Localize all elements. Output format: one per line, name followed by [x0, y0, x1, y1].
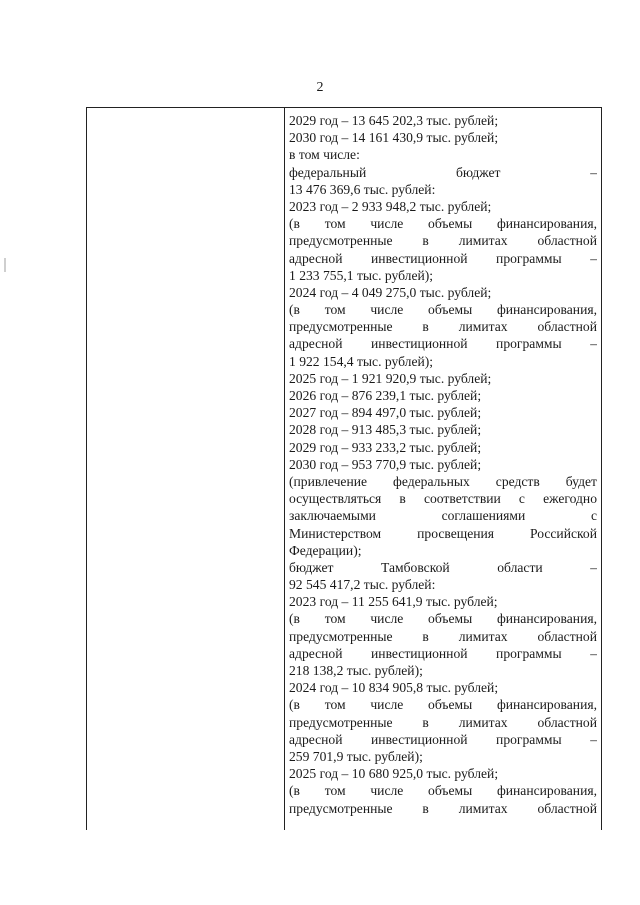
table-text-line: 2029 год – 933 233,2 тыс. рублей; — [289, 439, 482, 455]
table-right-cell — [289, 112, 597, 817]
table-text-line: (в том числе объемы финансирования, — [289, 216, 597, 232]
table-text-line: 2026 год – 876 239,1 тыс. рублей; — [289, 388, 482, 403]
table-column-divider — [284, 108, 285, 830]
table-text-line: адресной инвестиционной программы – — [289, 731, 597, 747]
table-text-line: 2025 год – 10 680 925,0 тыс. рублей; — [289, 766, 499, 782]
table-text-line: предусмотренные в лимитах областной — [289, 233, 597, 249]
page-number: 2 — [316, 80, 324, 95]
table-text-line: 2028 год – 913 485,3 тыс. рублей; — [289, 422, 482, 438]
table-text-line: Министерством просвещения Российской — [289, 525, 597, 541]
table-text-line: адресной инвестиционной программы – — [289, 250, 597, 266]
table-text-line: 92 545 417,2 тыс. рублей: — [289, 577, 436, 593]
table-text-line: 2030 год – 14 161 430,9 тыс. рублей; — [289, 130, 499, 146]
table-text-line: заключаемыми соглашениями с — [289, 508, 597, 524]
table-text-line: 2027 год – 894 497,0 тыс. рублей; — [289, 405, 482, 421]
table-text-line: 218 138,2 тыс. рублей); — [289, 663, 423, 678]
table-text-line: предусмотренные в лимитах областной — [289, 319, 597, 335]
table-text-line: адресной инвестиционной программы – — [289, 336, 597, 352]
table-text-line: Федерации); — [289, 542, 362, 558]
table-left-cell — [87, 108, 284, 830]
table-text-line: предусмотренные в лимитах областной — [289, 714, 597, 730]
table-text-line: осуществляться в соответствии с ежегодно — [289, 491, 597, 507]
table-text-line: (в том числе объемы финансирования, — [289, 697, 597, 713]
table-text-line: федеральный бюджет – — [289, 164, 597, 180]
table-text-line: (в том числе объемы финансирования, — [289, 783, 597, 799]
table-text-line: адресной инвестиционной программы – — [289, 645, 597, 661]
table-text-line: 1 233 755,1 тыс. рублей); — [289, 267, 434, 283]
table-text-line: (привлечение федеральных средств будет — [289, 473, 597, 489]
table-text-line: 2023 год – 2 933 948,2 тыс. рублей; — [289, 198, 492, 214]
table-text-line: 2029 год – 13 645 202,3 тыс. рублей; — [289, 113, 499, 128]
table-text-line: предусмотренные в лимитах областной — [289, 628, 597, 644]
table-text-line: бюджет Тамбовской области – — [289, 559, 597, 575]
table-text-line: 2024 год – 4 049 275,0 тыс. рублей; — [289, 284, 492, 300]
table-text-line: 259 701,9 тыс. рублей); — [289, 748, 423, 764]
table-text-line: в том числе: — [289, 147, 360, 163]
table-text-line: 2025 год – 1 921 920,9 тыс. рублей; — [289, 370, 492, 386]
program-table — [86, 107, 602, 830]
table-text-line: 2024 год – 10 834 905,8 тыс. рублей; — [289, 680, 499, 696]
table-text-line: 2030 год – 953 770,9 тыс. рублей; — [289, 456, 482, 472]
table-text-line: 1 922 154,4 тыс. рублей); — [289, 353, 434, 369]
table-text-line: 2023 год – 11 255 641,9 тыс. рублей; — [289, 594, 498, 610]
table-text-line: (в том числе объемы финансирования, — [289, 611, 597, 627]
table-text-line: 13 476 369,6 тыс. рублей: — [289, 181, 436, 197]
table-text-line: предусмотренные в лимитах областной — [289, 800, 597, 816]
table-text-line: (в том числе объемы финансирования, — [289, 302, 597, 318]
scan-artifact — [4, 258, 6, 272]
